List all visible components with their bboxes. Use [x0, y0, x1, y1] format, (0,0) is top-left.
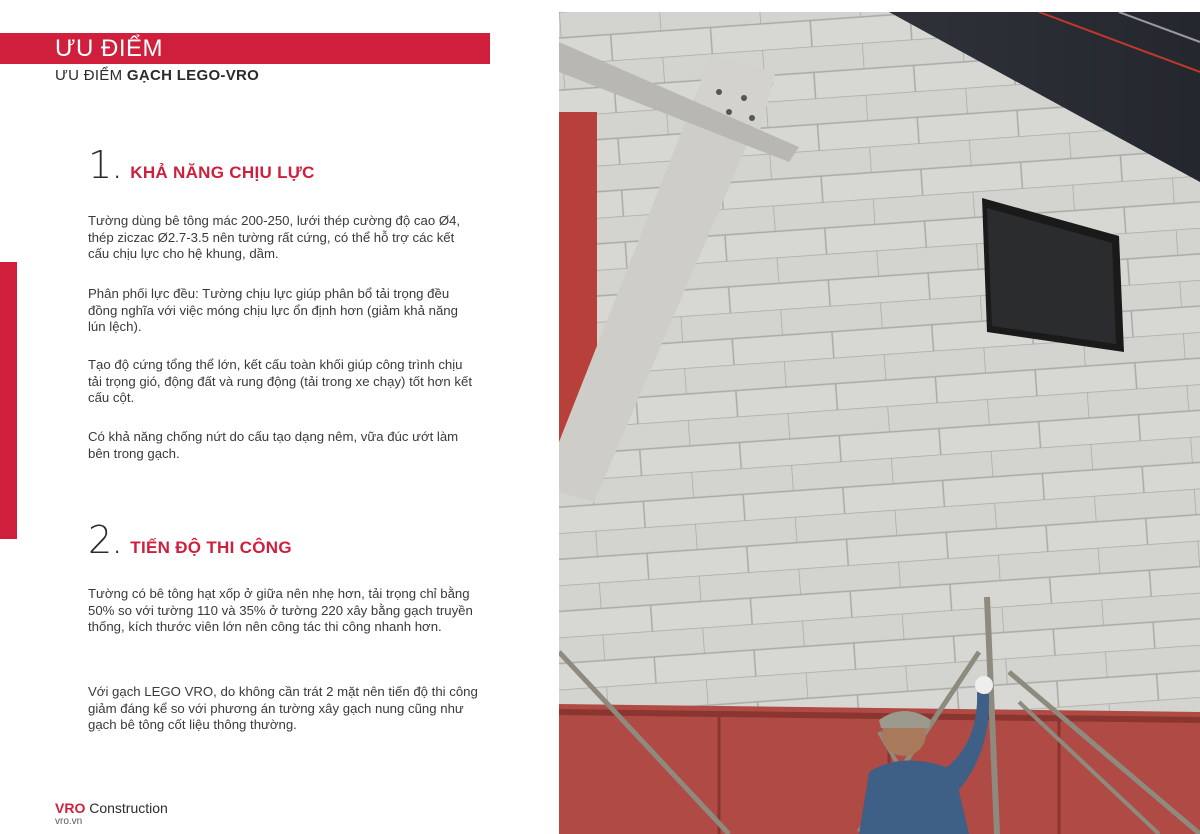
- section-1-number: 1.: [88, 143, 123, 187]
- section-1-paragraph: Tường dùng bê tông mác 200-250, lưới thép cường độ cao Ø4, thép ziczac Ø2.7-3.5 nên tường rất cứng, có thể hỗ trợ các kết cấu chịu lực cho hệ khung, dầm.: [88, 213, 461, 261]
- section-1-paragraph: Có khả năng chống nứt do cấu tạo dạng nêm, vữa đúc ướt làm bên trong gạch.: [88, 429, 459, 461]
- section-1-heading: [88, 143, 315, 187]
- page-title: ƯU ĐIỂM: [55, 35, 163, 62]
- wall-illustration: [559, 12, 1200, 834]
- page-subtitle: [55, 67, 259, 84]
- section-1-paragraph: Tạo độ cứng tổng thể lớn, kết cấu toàn khối giúp công trình chịu tải trọng gió, động đất và rung động (tải trong xe chạy) tốt hơn kết cấu cột.: [88, 357, 472, 405]
- section-2-heading: [88, 518, 292, 562]
- subtitle-prefix: ƯU ĐIỂM: [55, 67, 127, 84]
- construction-photo: [559, 12, 1200, 834]
- footer-brand-vro: VRO: [55, 800, 86, 816]
- subtitle-product: GẠCH LEGO-VRO: [126, 67, 260, 84]
- section-2-paragraph: Tường có bê tông hạt xốp ở giữa nên nhẹ hơn, tải trọng chỉ bằng 50% so với tường 110 và 35% ở tường 220 xây bằng gạch truyền thống, kích thước viên lớn nên công tác thi công nhanh hơn.: [88, 586, 473, 634]
- header-bar: [0, 33, 490, 64]
- footer-url: vro.vn: [55, 816, 83, 827]
- footer-brand: [55, 800, 168, 816]
- section-2-paragraph: Với gạch LEGO VRO, do không cần trát 2 mặt nên tiến độ thi công giảm đáng kể so với phương án tường xây gạch nung cũng như gạch bê tông cốt liệu thông thường.: [88, 684, 478, 732]
- section-1-title: KHẢ NĂNG CHỊU LỰC: [130, 163, 315, 182]
- section-1-paragraph: Phân phối lực đều: Tường chịu lực giúp phân bổ tải trọng đều đồng nghĩa với việc móng chịu lực ổn định hơn (giảm khả năng lún lệch).: [88, 286, 458, 334]
- section-2-number: 2.: [88, 518, 123, 562]
- footer-brand-name: Construction: [85, 800, 168, 816]
- side-accent-bar: [0, 262, 17, 539]
- section-2-title: TIẾN ĐỘ THI CÔNG: [130, 538, 292, 557]
